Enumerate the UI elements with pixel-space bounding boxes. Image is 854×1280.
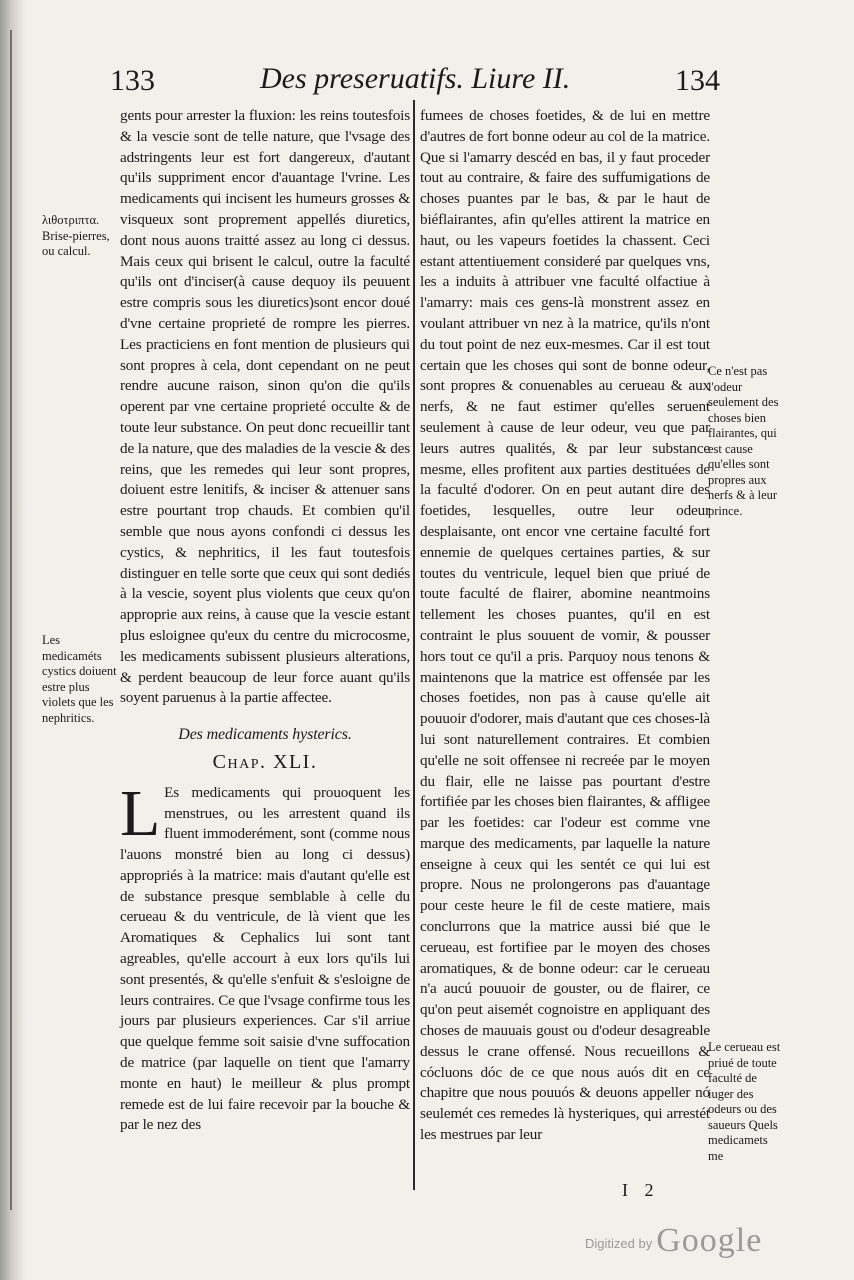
right-paragraph-1: fumees de choses foetides, & de lui en mettre d'autres de fort bonne odeur au col de la matrice. Que si l'amarry descéd en bas, il y faut proceder tout au contraire, & faire des suffumigations de choses puantes par le bas, & par le haut de biéflairantes, afin qu'elles attirent la matrice en haut, ou les vapeurs foetides la chassent. Ceci estant attentiuement consideré par quelques vns, les a induits à attribuer vne faculté olfactiue à l'amarry: mais ces gens-là monstrent assez en voulant attribuer vn nez à la matrice, qu'ils n'ont du tout point de nez eux-mesmes. Car il est tout certain que les choses qui sont de bonne odeur, sont propres & conuenables au cerueau & aux nerfs, & ne faut estimer qu'elles seruent seulement à cause de leur odeur, veu que par leurs autres qualités, & par leur substance mesme, elles profitent aux parties destituées de la faculté d'odorer. On en peut autant dire des foetides, lesquelles, outre leur odeur desplaisante, ont encor vne certaine faculté fort ennemie de quelques certaines parties, & sur toutes du ventricule, lequel bien que priué de toute faculté de flairer, abomine neantmoins tellement les choses puantes, qu'il en est contraint le plus souuent de vomir, & pousser hors tout ce qu'il a pris. Parquoy nous tenons & maintenons que la matrice est offensée par les choses foetides, non pas à cause qu'elle ait pouuoir d'odorer, mais d'autant que ces choses-là lui sont naturellement contraires. Et combien qu'elle ne soit offensee ni recreée par le moyen du flair, elle ne laisse pas pourtant d'estre fortifiée par les choses bien flairantes, & affligee par les foetides: car l'odeur est comme vne marque des medicaments, par laquelle la nature enseigne à ceux qui les sentét ce qui lui est propre. Nous ne prolongerons pas d'auantage pour ceste heure le fil de ceste matiere, mais conclurrons que la matrice aussi bié que le cerueau, est fortifiee par le moyen des choses aromatiques, & de bonne odeur: car le cerueau n'a aucú pouuoir de gouster, ou de flairer, ce qu'on peut aisemét cognoistre en appliquant des choses de mauuais goust ou d'odeur desagreable dessus le crane offensé. Nous recueillons & cócluons dóc de ce que nous auós dit en ce chapitre que nous pouuós & deuons appeller nó seulemét ces remedes là hysteriques, qui arrestét les mestrues par leur (420, 107, 710, 1144)
chapter-heading: Des medicaments hysterics. (178, 726, 352, 744)
signature-mark: I 2 (622, 1180, 660, 1200)
margin-note-left-1: λιθοτριπτα. Brise-pierres, ou calcul. (42, 213, 110, 258)
left-paragraph-2-text: Es medicaments qui prouoquent les menstrues, ou les arrestent quand ils fluent immoderément, sont (comme nous l'auons monstré bien au long ci dessus) appropriés à la matrice: mais d'autant qu'elle est de substance presque semblable à celle du cerueau & du ventricule, de là vient que les Aromatiques & Cephalics lui sont tant agreables, qu'elle accourt à eux lors qu'ils lui sont presentés, & qu'elle s'enfuit & s'esloigne de leurs contraires. Ce que l'vsage confirme tous les jours par plusieurs experiences. Car s'il arriue que quelque femme soit saisie d'vne suffocation de matrice (par laquelle on tient que l'amarry monte en haut) le meilleur & plus prompt remede est de lui faire recevoir par la bouche & par le nez des (120, 783, 410, 1134)
chapter-number: Chap. XLI. (212, 750, 318, 773)
watermark-digitized-by: Digitized by (585, 1236, 653, 1251)
drop-cap-letter: L (120, 776, 161, 850)
left-paragraph-1: gents pour arrester la fluxion: les reins toutesfois & la vescie sont de telle nature, que l'vsage des adstringents leur est fort dangereux, d'autant qu'ils suppriment encor d'auantage l'vrine. Les medicaments qui incisent les humeurs grosses & visqueux sont proprement appellés diuretics, dont nous auons traitté assez au long ci dessus. Mais ceux qui brisent le calcul, outre la faculté qu'ils ont d'inciser(à cause dequoy ils peuuent estre compris sous les diuretics)sont encor doué d'vne certaine proprieté de rompre les pierres. Les practiciens en font mention de plusieurs qui sont propres à cela, dont cependant on ne peut rendre aucune raison, sinon qu'on die qu'ils operent par vne certaine proprieté occulte & de toute leur substance. On peut donc recueillir tant de la nature, que des maladies de la vescie & des reins, que les remedes qui leur sont propres, doiuent estre lenitifs, & inciser & attenuer sans estre pourtant trop chauds. Et combien qu'il semble que nous ayons confondi ci dessus les cystics, & nephritics, il les faut toutesfois distinguer en telle sorte que ceux qui sont dediés à la vescie, soyent plus violents que ceux qu'on approprie aux reins, à cause que la vescie estant plus esloignee qu'eux du centre du microcosme, les medicaments subissent plusieurs alterations, & perdent beaucoup de leur force auant qu'ils soyent paruenus à la partie affectee. (120, 107, 410, 707)
right-column (420, 106, 710, 1146)
left-column (120, 106, 410, 1136)
page-number-left: 133 (110, 64, 155, 97)
page-number-right: 134 (675, 64, 720, 97)
watermark-google-logo: Google (656, 1222, 763, 1259)
column-divider (413, 100, 415, 1190)
book-fold-shadow (0, 0, 26, 1280)
margin-note-right-2: Le cerueau est priué de toute faculté de iuger des odeurs ou des saueurs Quels medicamets me (708, 1040, 781, 1163)
margin-note-left-2: Les medicaméts cystics doiuent estre plus violets que les nephritics. (42, 633, 117, 725)
running-title: Des preseruatifs. Liure II. (260, 62, 571, 95)
margin-note-right-1: Ce n'est pas l'odeur seulement des choses bien flairantes, qui est cause qu'elles sont propres aux nerfs & à leur prince. (708, 364, 779, 518)
google-watermark (585, 1222, 762, 1260)
page-header (110, 60, 720, 102)
binding-edge (10, 30, 12, 1210)
left-paragraph-2 (120, 776, 410, 1137)
